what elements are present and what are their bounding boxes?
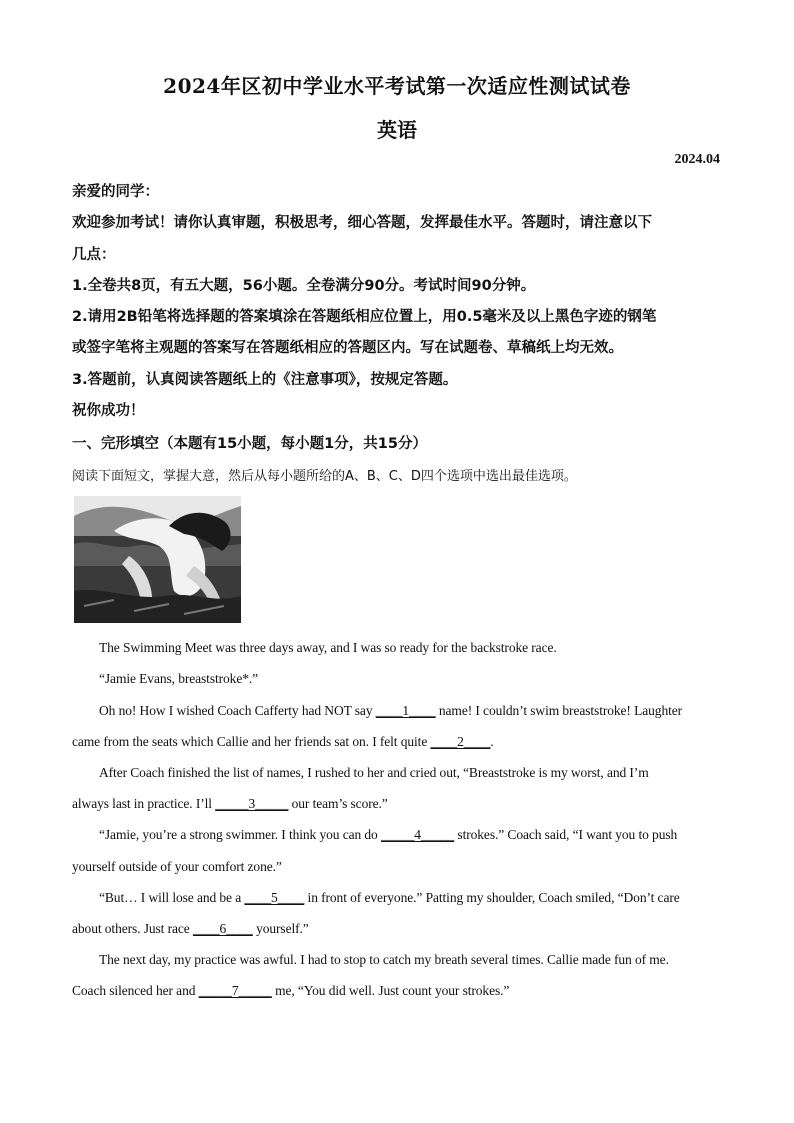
passage-line bbox=[72, 819, 724, 850]
passage-text: The next day, my practice was awful. I had to stop to catch my breath several times. Callie made fun of me. bbox=[99, 952, 669, 967]
passage-text: “Jamie, you’re a strong swimmer. I think you can do bbox=[99, 827, 381, 842]
passage-text: . bbox=[490, 734, 494, 749]
subject-heading: 英语 bbox=[377, 118, 417, 142]
passage-line bbox=[72, 851, 724, 882]
passage-text: After Coach finished the list of names, I rushed to her and cried out, “Breaststroke is my worst, and I’m bbox=[99, 765, 649, 780]
notice-intro-line1: 欢迎参加考试！请你认真审题，积极思考，细心答题，发挥最佳水平。答题时，请注意以下 bbox=[72, 215, 652, 231]
notice-closing: 祝你成功！ bbox=[72, 403, 145, 419]
passage-line bbox=[72, 663, 724, 694]
passage-line bbox=[72, 975, 724, 1006]
passage-line bbox=[72, 632, 724, 663]
notice-intro-line2: 几点： bbox=[72, 247, 116, 263]
passage-p2: “Jamie Evans, breaststroke*.” bbox=[99, 671, 259, 686]
blank-2: ____2____ bbox=[430, 734, 491, 749]
notice-point-2-line1: 2.请用2B铅笔将选择题的答案填涂在答题纸相应位置上，用0.5毫米及以上黑色字迹的钢笔 bbox=[72, 309, 657, 325]
passage-text: “But… I will lose and be a bbox=[99, 890, 245, 905]
passage-line bbox=[72, 757, 724, 788]
passage-line bbox=[72, 695, 724, 726]
section-instruction: 阅读下面短文，掌握大意，然后从每小题所给的A、B、C、D四个选项中选出最佳选项。 bbox=[72, 469, 577, 484]
passage-text: yourself.” bbox=[252, 921, 309, 936]
passage-text: strokes.” Coach said, “I want you to push bbox=[454, 827, 678, 842]
passage-line bbox=[72, 788, 724, 819]
section-title: 一、完形填空（本题有15小题，每小题1分，共15分） bbox=[72, 436, 427, 452]
passage-line bbox=[72, 913, 724, 944]
passage-line bbox=[72, 882, 724, 913]
notice-point-3: 3.答题前，认真阅读答题纸上的《注意事项》，按规定答题。 bbox=[72, 372, 458, 388]
passage-text: name! I couldn’t swim breaststroke! Laughter bbox=[435, 703, 683, 718]
blank-3: _____3_____ bbox=[215, 796, 289, 811]
notice-point-2-line2: 或签字笔将主观题的答案写在答题纸相应的答题区内。写在试题卷、草稿纸上均无效。 bbox=[72, 340, 623, 356]
passage-text: me, “You did well. Just count your strokes.” bbox=[271, 983, 510, 998]
exam-date: 2024.04 bbox=[674, 152, 720, 167]
passage-text: yourself outside of your comfort zone.” bbox=[72, 859, 282, 874]
blank-6: ____6____ bbox=[192, 921, 253, 936]
passage-text: Oh no! How I wished Coach Cafferty had NOT say bbox=[99, 703, 376, 718]
passage-line bbox=[72, 726, 724, 757]
passage-p1: The Swimming Meet was three days away, and I was so ready for the backstroke race. bbox=[99, 640, 557, 655]
blank-4: _____4_____ bbox=[381, 827, 455, 842]
blank-5: ____5____ bbox=[244, 890, 305, 905]
passage-text: came from the seats which Callie and her friends sat on. I felt quite bbox=[72, 734, 431, 749]
exam-title: 2024年区初中学业水平考试第一次适应性测试试卷 bbox=[163, 74, 631, 98]
passage-text: in front of everyone.” Patting my shoulder, Coach smiled, “Don’t care bbox=[304, 890, 680, 905]
blank-7: _____7_____ bbox=[198, 983, 272, 998]
passage-text: Coach silenced her and bbox=[72, 983, 199, 998]
passage-text: about others. Just race bbox=[72, 921, 193, 936]
blank-1: ____1____ bbox=[375, 703, 436, 718]
passage-line bbox=[72, 944, 724, 975]
swimmer-photo bbox=[74, 496, 241, 623]
passage-text: always last in practice. I’ll bbox=[72, 796, 216, 811]
notice-greeting: 亲爱的同学： bbox=[72, 184, 159, 200]
notice-point-1: 1.全卷共8页，有五大题，56小题。全卷满分90分。考试时间90分钟。 bbox=[72, 278, 536, 294]
passage-text: our team’s score.” bbox=[288, 796, 388, 811]
